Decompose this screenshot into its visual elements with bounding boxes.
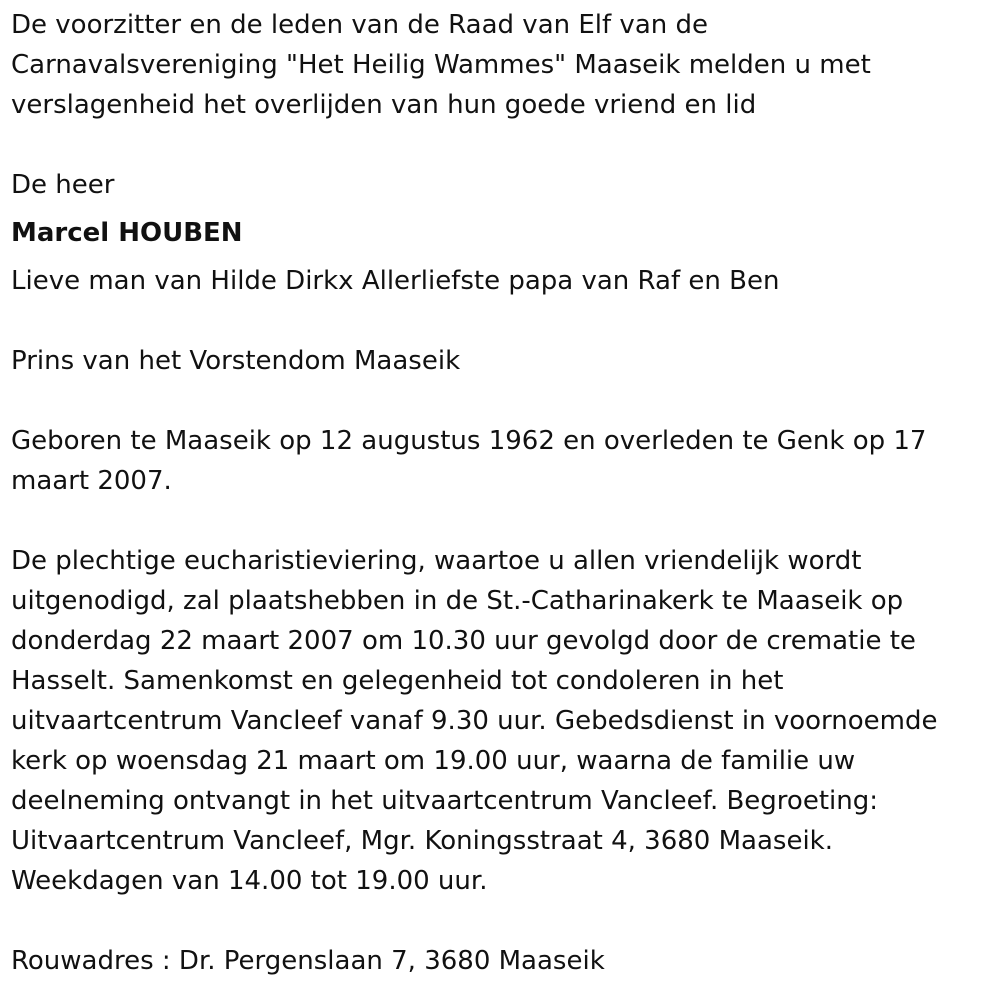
family-description: Lieve man van Hilde Dirkx Allerliefste papa van Raf en Ben <box>11 266 780 296</box>
ceremony-line-1: De plechtige eucharistieviering, waartoe u allen vriendelijk wordt <box>11 546 862 576</box>
ceremony-line-2: uitgenodigd, zal plaatshebben in de St.-Catharinakerk te Maaseik op <box>11 586 904 616</box>
intro-line-2: Carnavalsvereniging "Het Heilig Wammes" Maaseik melden u met <box>11 50 871 80</box>
ceremony-line-8: Uitvaartcentrum Vancleef, Mgr. Koningsstraat 4, 3680 Maaseik. <box>11 826 833 856</box>
ceremony-line-4: Hasselt. Samenkomst en gelegenheid tot condoleren in het <box>11 666 784 696</box>
ceremony-line-5: uitvaartcentrum Vancleef vanaf 9.30 uur. Gebedsdienst in voornoemde <box>11 706 938 736</box>
deceased-name: Marcel HOUBEN <box>11 218 243 248</box>
ceremony-line-7: deelneming ontvangt in het uitvaartcentrum Vancleef. Begroeting: <box>11 786 878 816</box>
salutation: De heer <box>11 170 115 200</box>
ceremony-paragraph <box>11 541 986 901</box>
intro-paragraph <box>11 5 976 125</box>
birth-death-paragraph <box>11 421 976 501</box>
ceremony-line-3: donderdag 22 maart 2007 om 10.30 uur gevolgd door de crematie te <box>11 626 916 656</box>
dates-line-1: Geboren te Maaseik op 12 augustus 1962 en overleden te Genk op 17 <box>11 426 927 456</box>
ceremony-line-9: Weekdagen van 14.00 tot 19.00 uur. <box>11 866 488 896</box>
honorary-title: Prins van het Vorstendom Maaseik <box>11 346 461 376</box>
intro-line-3: verslagenheid het overlijden van hun goede vriend en lid <box>11 90 757 120</box>
dates-line-2: maart 2007. <box>11 466 172 496</box>
mourning-address: Rouwadres : Dr. Pergenslaan 7, 3680 Maaseik <box>11 946 605 976</box>
ceremony-line-6: kerk op woensdag 21 maart om 19.00 uur, waarna de familie uw <box>11 746 856 776</box>
intro-line-1: De voorzitter en de leden van de Raad van Elf van de <box>11 10 708 40</box>
